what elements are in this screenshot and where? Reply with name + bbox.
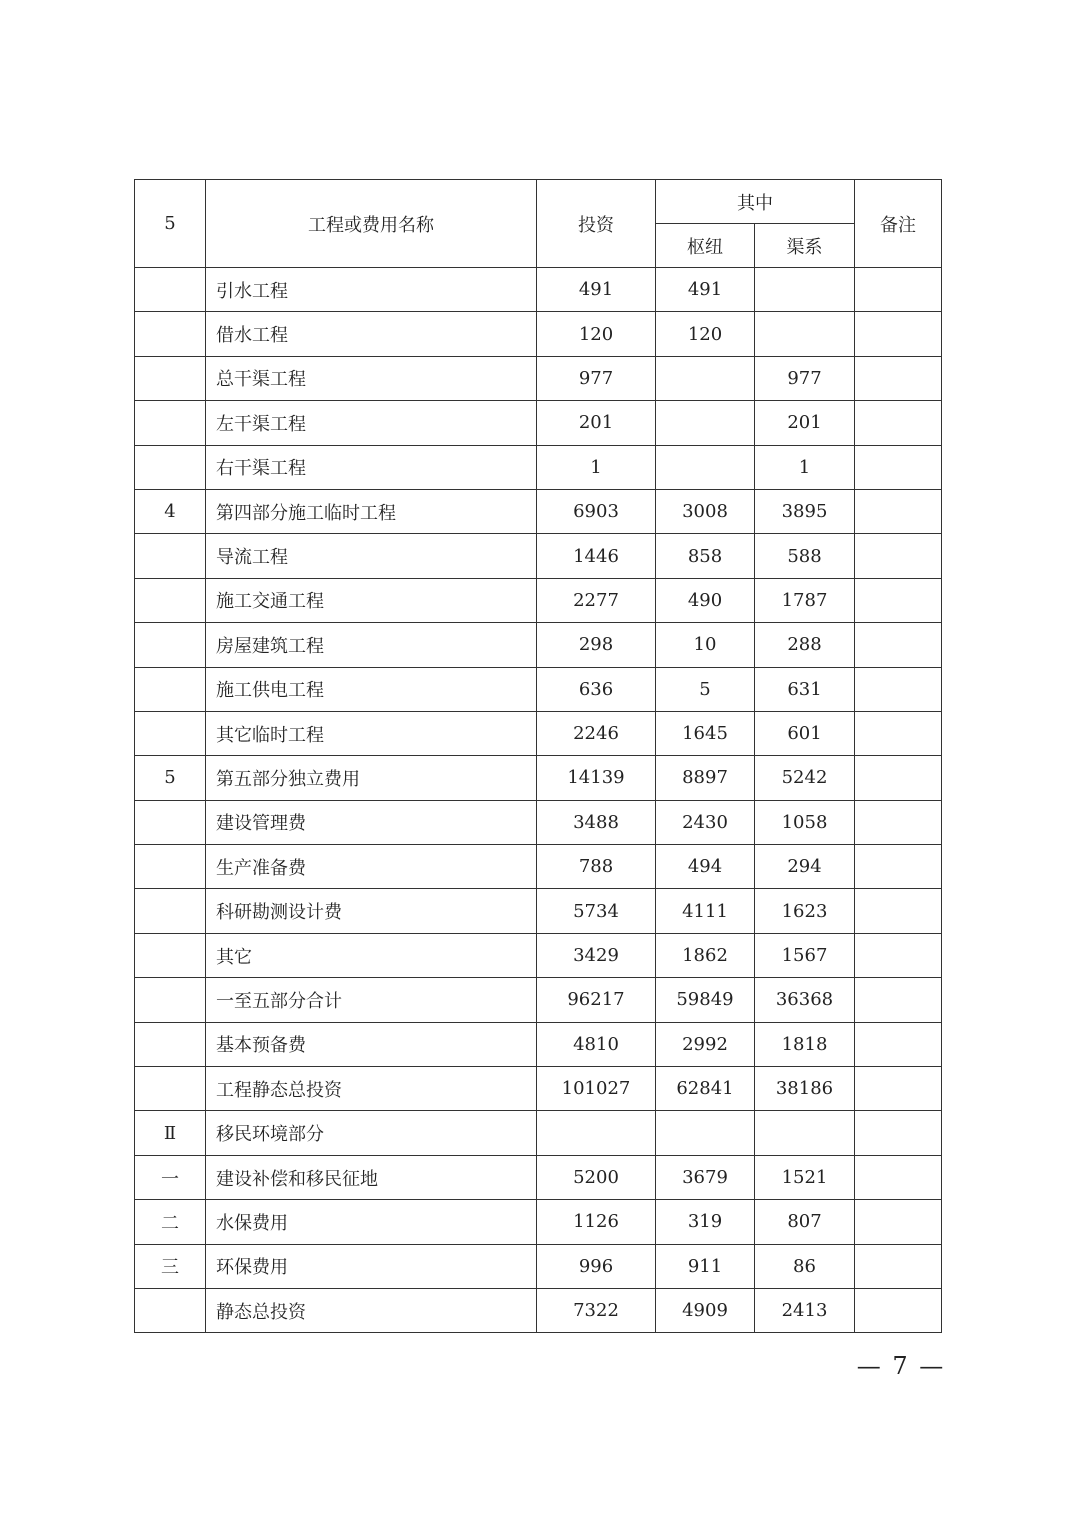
table-body [135, 268, 942, 1333]
cell-remarks [855, 1067, 942, 1111]
cell-hub: 1862 [656, 933, 755, 977]
header-breakdown-group: 其中 [656, 180, 855, 224]
cell-item-name: 科研勘测设计费 [206, 889, 537, 933]
cell-remarks [855, 845, 942, 889]
cell-item-name: 借水工程 [206, 312, 537, 356]
header-hub: 枢纽 [656, 224, 755, 268]
cell-canal: 807 [755, 1200, 855, 1244]
header-serial-number: 5 [135, 180, 206, 268]
page-number: — 7 — [856, 1352, 946, 1380]
table-row [135, 1155, 942, 1199]
cell-canal: 1787 [755, 578, 855, 622]
cell-item-name: 第四部分施工临时工程 [206, 489, 537, 533]
cell-canal: 977 [755, 356, 855, 400]
cell-hub: 4111 [656, 889, 755, 933]
cell-serial-number [135, 1288, 206, 1332]
cell-remarks [855, 1244, 942, 1288]
cell-hub: 1645 [656, 711, 755, 755]
cell-investment [537, 1111, 656, 1155]
header-investment: 投资 [537, 180, 656, 268]
cell-serial-number [135, 1067, 206, 1111]
cell-canal: 1818 [755, 1022, 855, 1066]
table-row [135, 1200, 942, 1244]
cell-item-name: 右干渠工程 [206, 445, 537, 489]
cell-canal: 1058 [755, 800, 855, 844]
cell-investment: 201 [537, 401, 656, 445]
cell-remarks [855, 489, 942, 533]
cell-item-name: 其它临时工程 [206, 711, 537, 755]
cell-remarks [855, 711, 942, 755]
table-row [135, 889, 942, 933]
cell-serial-number [135, 1022, 206, 1066]
cell-remarks [855, 268, 942, 312]
cell-remarks [855, 933, 942, 977]
cell-canal: 1623 [755, 889, 855, 933]
cell-investment: 491 [537, 268, 656, 312]
cell-investment: 3429 [537, 933, 656, 977]
table-row [135, 401, 942, 445]
investment-table [134, 179, 942, 1333]
cell-remarks [855, 1200, 942, 1244]
cell-investment: 788 [537, 845, 656, 889]
cell-serial-number [135, 445, 206, 489]
table-row [135, 667, 942, 711]
cell-serial-number [135, 268, 206, 312]
cell-remarks [855, 667, 942, 711]
cell-item-name: 一至五部分合计 [206, 978, 537, 1022]
cell-item-name: 施工交通工程 [206, 578, 537, 622]
cell-hub: 494 [656, 845, 755, 889]
cell-hub: 2992 [656, 1022, 755, 1066]
cell-serial-number: 三 [135, 1244, 206, 1288]
header-remarks: 备注 [855, 180, 942, 268]
cell-item-name: 静态总投资 [206, 1288, 537, 1332]
cell-serial-number [135, 667, 206, 711]
cell-investment: 7322 [537, 1288, 656, 1332]
cell-remarks [855, 1155, 942, 1199]
table-row [135, 756, 942, 800]
cell-serial-number [135, 401, 206, 445]
cell-hub: 2430 [656, 800, 755, 844]
table-row [135, 356, 942, 400]
table-row [135, 1244, 942, 1288]
cell-remarks [855, 401, 942, 445]
cell-hub: 911 [656, 1244, 755, 1288]
table-row [135, 845, 942, 889]
cell-canal: 2413 [755, 1288, 855, 1332]
cell-investment: 3488 [537, 800, 656, 844]
table-row [135, 800, 942, 844]
table-row [135, 1067, 942, 1111]
cell-investment: 636 [537, 667, 656, 711]
cell-canal: 588 [755, 534, 855, 578]
cell-item-name: 其它 [206, 933, 537, 977]
cell-item-name: 施工供电工程 [206, 667, 537, 711]
cell-canal: 631 [755, 667, 855, 711]
table-row [135, 489, 942, 533]
cell-canal: 1 [755, 445, 855, 489]
cell-item-name: 环保费用 [206, 1244, 537, 1288]
cell-serial-number [135, 534, 206, 578]
cell-remarks [855, 445, 942, 489]
cell-serial-number [135, 356, 206, 400]
cell-item-name: 基本预备费 [206, 1022, 537, 1066]
table-row [135, 312, 942, 356]
cell-remarks [855, 534, 942, 578]
table-row [135, 933, 942, 977]
cell-canal: 86 [755, 1244, 855, 1288]
cell-hub [656, 1111, 755, 1155]
table-row [135, 534, 942, 578]
cell-hub: 3679 [656, 1155, 755, 1199]
cell-canal: 294 [755, 845, 855, 889]
cell-investment: 14139 [537, 756, 656, 800]
cell-serial-number [135, 800, 206, 844]
cell-canal: 5242 [755, 756, 855, 800]
cell-remarks [855, 889, 942, 933]
cell-serial-number [135, 845, 206, 889]
cell-serial-number: 二 [135, 1200, 206, 1244]
cell-item-name: 房屋建筑工程 [206, 623, 537, 667]
cell-item-name: 建设补偿和移民征地 [206, 1155, 537, 1199]
cell-canal: 1567 [755, 933, 855, 977]
table-header [135, 180, 942, 268]
cell-investment: 101027 [537, 1067, 656, 1111]
table-row [135, 578, 942, 622]
cell-serial-number [135, 578, 206, 622]
cell-investment: 996 [537, 1244, 656, 1288]
cell-hub: 59849 [656, 978, 755, 1022]
table-row [135, 1288, 942, 1332]
cell-canal [755, 312, 855, 356]
cell-item-name: 移民环境部分 [206, 1111, 537, 1155]
cell-investment: 977 [537, 356, 656, 400]
cell-canal: 38186 [755, 1067, 855, 1111]
cell-remarks [855, 578, 942, 622]
cell-hub [656, 445, 755, 489]
cell-canal: 288 [755, 623, 855, 667]
cell-serial-number [135, 978, 206, 1022]
cell-hub: 4909 [656, 1288, 755, 1332]
cell-serial-number [135, 889, 206, 933]
cell-investment: 2246 [537, 711, 656, 755]
cell-item-name: 导流工程 [206, 534, 537, 578]
header-canal: 渠系 [755, 224, 855, 268]
cell-serial-number [135, 933, 206, 977]
cell-hub [656, 356, 755, 400]
cell-investment: 1126 [537, 1200, 656, 1244]
cell-item-name: 第五部分独立费用 [206, 756, 537, 800]
table-row [135, 445, 942, 489]
cell-investment: 2277 [537, 578, 656, 622]
cell-hub: 3008 [656, 489, 755, 533]
cell-investment: 1 [537, 445, 656, 489]
cell-canal: 1521 [755, 1155, 855, 1199]
cell-investment: 6903 [537, 489, 656, 533]
table-row [135, 623, 942, 667]
cell-remarks [855, 978, 942, 1022]
cell-item-name: 工程静态总投资 [206, 1067, 537, 1111]
cell-investment: 5734 [537, 889, 656, 933]
cell-investment: 96217 [537, 978, 656, 1022]
cell-investment: 4810 [537, 1022, 656, 1066]
cell-hub [656, 401, 755, 445]
table-row [135, 268, 942, 312]
cell-item-name: 左干渠工程 [206, 401, 537, 445]
cell-investment: 5200 [537, 1155, 656, 1199]
cell-hub: 62841 [656, 1067, 755, 1111]
cell-remarks [855, 1111, 942, 1155]
cell-remarks [855, 756, 942, 800]
cell-item-name: 建设管理费 [206, 800, 537, 844]
cell-serial-number [135, 623, 206, 667]
cell-remarks [855, 1022, 942, 1066]
cell-canal: 201 [755, 401, 855, 445]
table-row [135, 711, 942, 755]
cell-hub: 858 [656, 534, 755, 578]
cell-canal: 601 [755, 711, 855, 755]
cell-remarks [855, 623, 942, 667]
cell-serial-number: 一 [135, 1155, 206, 1199]
table-row [135, 1022, 942, 1066]
cell-hub: 10 [656, 623, 755, 667]
table-row [135, 978, 942, 1022]
cell-serial-number: 4 [135, 489, 206, 533]
cell-item-name: 引水工程 [206, 268, 537, 312]
cell-remarks [855, 356, 942, 400]
cell-investment: 120 [537, 312, 656, 356]
cell-item-name: 水保费用 [206, 1200, 537, 1244]
cell-canal: 3895 [755, 489, 855, 533]
cell-investment: 1446 [537, 534, 656, 578]
cell-hub: 120 [656, 312, 755, 356]
cell-serial-number: Ⅱ [135, 1111, 206, 1155]
cell-serial-number [135, 312, 206, 356]
cell-canal [755, 1111, 855, 1155]
cell-serial-number [135, 711, 206, 755]
cell-remarks [855, 800, 942, 844]
cell-hub: 8897 [656, 756, 755, 800]
cell-item-name: 生产准备费 [206, 845, 537, 889]
cell-investment: 298 [537, 623, 656, 667]
cell-remarks [855, 1288, 942, 1332]
cell-canal [755, 268, 855, 312]
cell-remarks [855, 312, 942, 356]
cell-serial-number: 5 [135, 756, 206, 800]
cell-canal: 36368 [755, 978, 855, 1022]
cell-hub: 490 [656, 578, 755, 622]
cell-hub: 491 [656, 268, 755, 312]
cell-hub: 319 [656, 1200, 755, 1244]
cell-hub: 5 [656, 667, 755, 711]
table-row [135, 1111, 942, 1155]
cell-item-name: 总干渠工程 [206, 356, 537, 400]
header-item-name: 工程或费用名称 [206, 180, 537, 268]
